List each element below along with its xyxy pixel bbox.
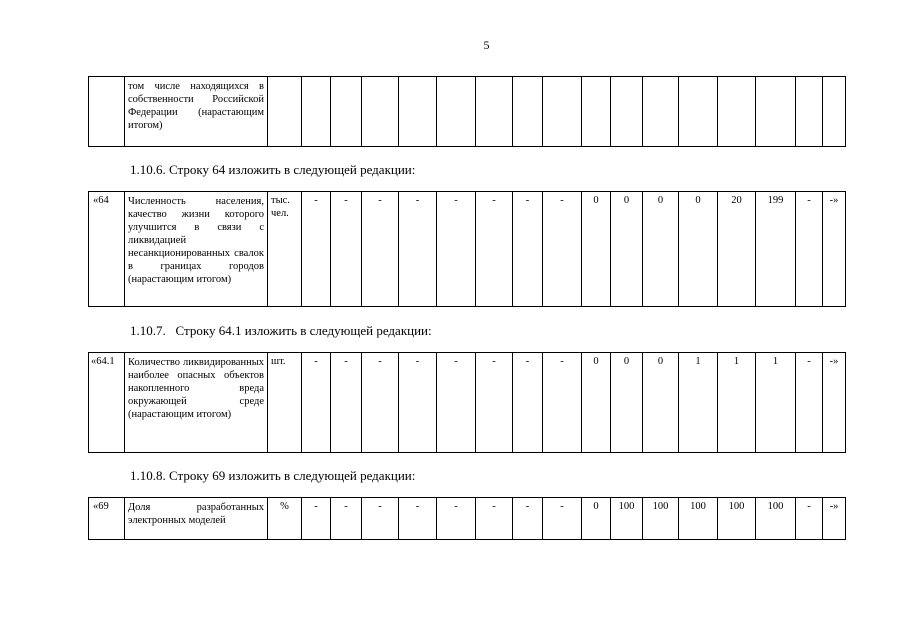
unit-cell bbox=[268, 77, 302, 147]
value-cell: 1 bbox=[679, 353, 718, 453]
value-cell: - bbox=[543, 498, 582, 540]
value-cell: 0 bbox=[679, 192, 718, 307]
value-cell: - bbox=[399, 353, 437, 453]
value-cell: - bbox=[513, 353, 543, 453]
value-cell: 100 bbox=[679, 498, 718, 540]
value-cell bbox=[679, 77, 718, 147]
value-cell bbox=[437, 77, 476, 147]
page-number: 5 bbox=[483, 38, 490, 52]
value-cell bbox=[399, 77, 437, 147]
value-cell: - bbox=[331, 498, 362, 540]
value-cell: 1 bbox=[756, 353, 796, 453]
value-cell: 0 bbox=[611, 353, 643, 453]
value-cell: - bbox=[543, 353, 582, 453]
value-cell: 100 bbox=[611, 498, 643, 540]
value-cell: 0 bbox=[643, 353, 679, 453]
value-cell: - bbox=[476, 498, 513, 540]
value-cell: - bbox=[362, 353, 399, 453]
unit-cell: % bbox=[268, 498, 302, 540]
value-cell bbox=[302, 77, 331, 147]
value-cell: - bbox=[476, 353, 513, 453]
value-cell bbox=[643, 77, 679, 147]
value-cell: - bbox=[437, 192, 476, 307]
value-cell: - bbox=[362, 498, 399, 540]
value-cell: - bbox=[399, 498, 437, 540]
value-cell: 0 bbox=[611, 192, 643, 307]
value-cell bbox=[611, 77, 643, 147]
value-cell: - bbox=[331, 353, 362, 453]
section-heading-1-10-7: 1.10.7. Строку 64.1 изложить в следующей редакции: bbox=[130, 323, 432, 338]
value-cell bbox=[476, 77, 513, 147]
value-cell: - bbox=[476, 192, 513, 307]
value-cell: 1 bbox=[718, 353, 756, 453]
value-cell: 0 bbox=[582, 353, 611, 453]
value-cell bbox=[582, 77, 611, 147]
value-cell bbox=[823, 77, 846, 147]
table-row-64-1 bbox=[88, 352, 846, 453]
unit-cell: тыс. чел. bbox=[268, 192, 302, 307]
value-cell bbox=[362, 77, 399, 147]
value-cell: - bbox=[513, 192, 543, 307]
value-cell: - bbox=[302, 498, 331, 540]
value-cell bbox=[718, 77, 756, 147]
table-row-64 bbox=[88, 191, 846, 307]
row-number-cell: «64.1 bbox=[89, 353, 125, 453]
value-cell: - bbox=[513, 498, 543, 540]
value-cell: -» bbox=[823, 498, 846, 540]
value-cell bbox=[796, 77, 823, 147]
value-cell: - bbox=[437, 498, 476, 540]
value-cell: - bbox=[796, 192, 823, 307]
value-cell: 199 bbox=[756, 192, 796, 307]
value-cell: - bbox=[796, 353, 823, 453]
description-cell: Доля разработанных электронных моделей bbox=[125, 498, 268, 540]
value-cell: 20 bbox=[718, 192, 756, 307]
table-row-69 bbox=[88, 497, 846, 540]
value-cell: - bbox=[331, 192, 362, 307]
description-cell: Количество ликвидированных наиболее опасных объектов накопленного вреда окружающей среде (нарастающим итогом) bbox=[125, 353, 268, 453]
row-number-cell: «69 bbox=[89, 498, 125, 540]
value-cell: 0 bbox=[582, 192, 611, 307]
value-cell: 0 bbox=[582, 498, 611, 540]
value-cell: - bbox=[362, 192, 399, 307]
value-cell bbox=[543, 77, 582, 147]
description-cell: Численность населения, качество жизни которого улучшится в связи с ликвидацией несанкционированных свалок в границах городов (нарастающим итогом) bbox=[125, 192, 268, 307]
row-number-cell: «64 bbox=[89, 192, 125, 307]
value-cell: - bbox=[399, 192, 437, 307]
description-cell: том числе находящихся в собственности Российской Федерации (нарастающим итогом) bbox=[125, 77, 268, 147]
value-cell: - bbox=[796, 498, 823, 540]
value-cell: 0 bbox=[643, 192, 679, 307]
value-cell: -» bbox=[823, 192, 846, 307]
value-cell: 100 bbox=[718, 498, 756, 540]
value-cell: - bbox=[543, 192, 582, 307]
table-fragment-previous-row bbox=[88, 76, 846, 147]
unit-cell: шт. bbox=[268, 353, 302, 453]
section-heading-1-10-8: 1.10.8. Строку 69 изложить в следующей редакции: bbox=[130, 468, 416, 483]
value-cell bbox=[756, 77, 796, 147]
value-cell: - bbox=[302, 192, 331, 307]
value-cell: -» bbox=[823, 353, 846, 453]
value-cell bbox=[513, 77, 543, 147]
value-cell: - bbox=[437, 353, 476, 453]
value-cell bbox=[331, 77, 362, 147]
section-heading-1-10-6: 1.10.6. Строку 64 изложить в следующей редакции: bbox=[130, 162, 416, 177]
value-cell: 100 bbox=[756, 498, 796, 540]
number-cell bbox=[89, 77, 125, 147]
value-cell: 100 bbox=[643, 498, 679, 540]
value-cell: - bbox=[302, 353, 331, 453]
